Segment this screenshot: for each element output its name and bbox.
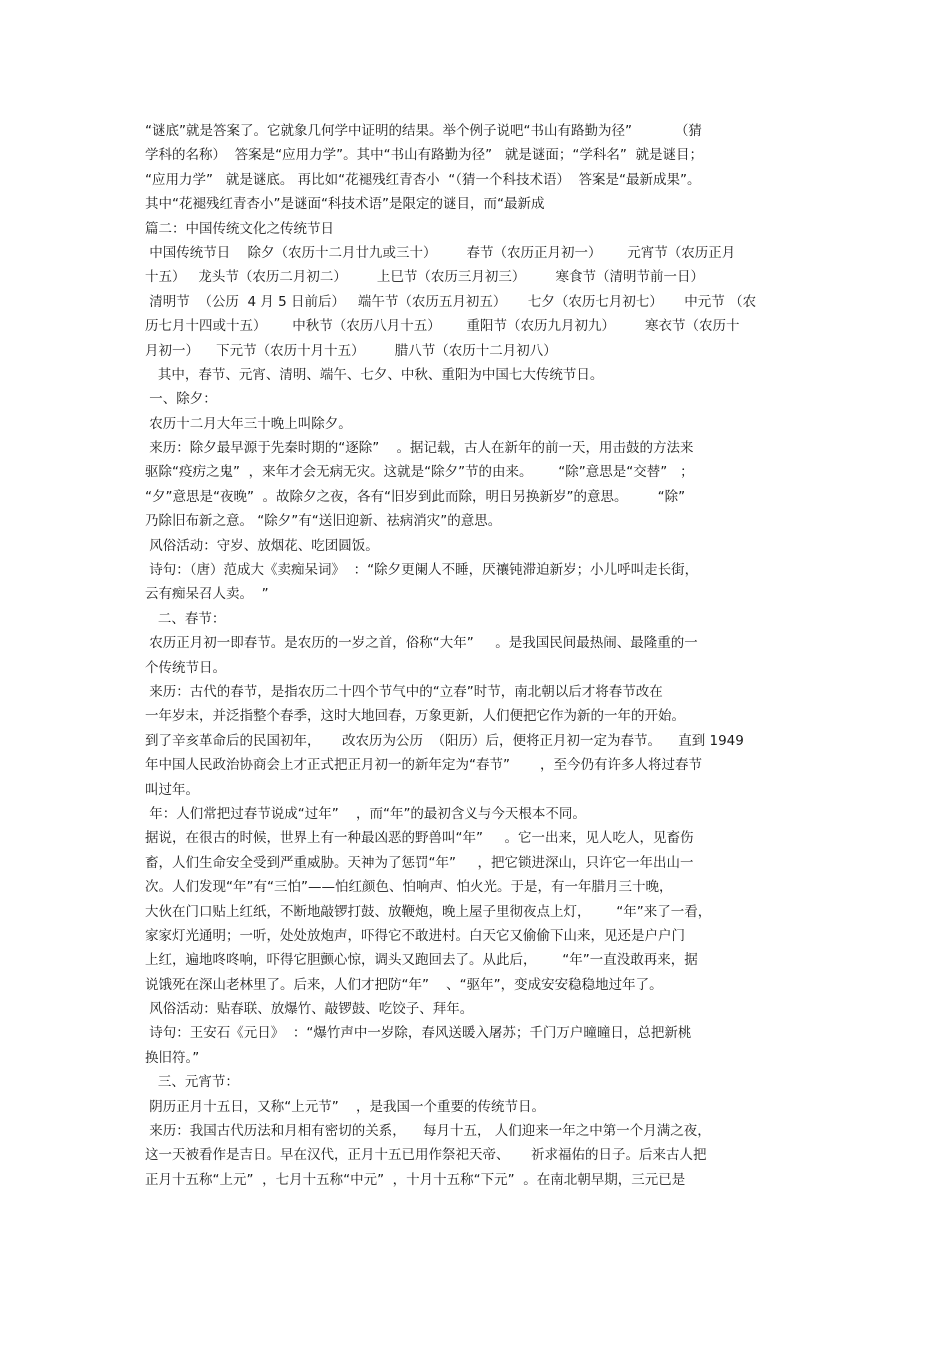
text-line: 家家灯光通明；一听，处处放炮声，吓得它不敢进村。白天它又偷偷下山来，见还是户户门 xyxy=(145,927,685,944)
text-line: 阴历正月十五日，又称“上元节” ，是我国一个重要的传统节日。 xyxy=(145,1098,545,1115)
text-line: 清明节 （公历 4 月 5 日前后） 端午节（农历五月初五） 七夕（农历七月初七） 中元节 （农 xyxy=(145,293,757,310)
text-line: 说饿死在深山老林里了。后来，人们才把防“年” 、“驱年”，变成安安稳稳地过年了。 xyxy=(145,976,663,993)
text-line: 风俗活动：贴春联、放爆竹、敲锣鼓、吃饺子、拜年。 xyxy=(145,1001,474,1018)
text-line: 据说，在很古的时候，世界上有一种最凶恶的野兽叫“年” 。它一出来，见人吃人，见畜伤 xyxy=(145,830,694,847)
text-line: 正月十五称“上元” ，七月十五称“中元” ，十月十五称“下元” 。在南北朝早期，三元已是 xyxy=(145,1171,686,1188)
text-line: “夕”意思是“夜晚” 。故除夕之夜，各有“旧岁到此而除，明日另换新岁”的意思。 “除” xyxy=(145,488,686,505)
text-line: 乃除旧布新之意。 “除夕”有“送旧迎新、祛病消灾”的意思。 xyxy=(145,513,502,530)
text-line: 畜，人们生命安全受到严重威胁。天神为了惩罚“年” ，把它锁进深山，只许它一年出山一 xyxy=(145,854,694,871)
text-line: 来历：除夕最早源于先秦时期的“逐除” 。据记载，古人在新年的前一天，用击鼓的方法来 xyxy=(145,440,694,457)
text-line: 换旧符。” xyxy=(145,1049,200,1066)
text-line: “谜底”就是答案了。它就象几何学中证明的结果。举个例子说吧“书山有路勤为径” （猜 xyxy=(145,123,702,139)
text-line: 学科的名称） 答案是“应用力学”。其中“书山有路勤为径” 就是谜面；“学科名” 就是谜目； xyxy=(145,147,704,164)
text-line: 诗句：王安石《元日》 ：“爆竹声中一岁除，春风送暖入屠苏；千门万户曈曈日，总把新桃 xyxy=(145,1025,692,1042)
text-line: 月初一） 下元节（农历十月十五） 腊八节（农历十二月初八） xyxy=(145,342,557,359)
text-line: 次。人们发现“年”有“三怕”——怕红颜色、怕响声、怕火光。于是，有一年腊月三十晚， xyxy=(145,879,673,896)
text-line: 历七月十四或十五） 中秋节（农历八月十五） 重阳节（农历九月初九） 寒衣节（农历十 xyxy=(145,318,740,335)
text-line: 中国传统节日 除夕（农历十二月廿九或三十） 春节（农历正月初一） 元宵节（农历正月 xyxy=(145,244,736,261)
text-line: 二、春节： xyxy=(145,610,226,627)
text-line: 篇二：中国传统文化之传统节日 xyxy=(145,220,334,237)
text-line: 农历正月初一即春节。是农历的一岁之首，俗称“大年” 。是我国民间最热闹、最隆重的一 xyxy=(145,635,698,652)
text-line: 诗句：（唐）范成大《卖痴呆词》 ：“除夕更阑人不睡，厌禳钝滞迫新岁；小儿呼叫走长街， xyxy=(145,562,699,579)
text-line: “应用力学” 就是谜底。 再比如“花褪残红青杏小 “（猜一个科技术语） 答案是“最新成果”。 xyxy=(145,171,701,188)
text-line: 大伙在门口贴上红纸，不断地敲锣打鼓、放鞭炮，晚上屋子里彻夜点上灯， “年”来了一看， xyxy=(145,903,712,920)
document-body xyxy=(145,119,825,1192)
text-line: 到了辛亥革命后的民国初年， 改农历为公历 （阳历）后，便将正月初一定为春节。 直到 1949 xyxy=(145,732,744,749)
text-line: 其中，春节、元宵、清明、端午、七夕、中秋、重阳为中国七大传统节日。 xyxy=(145,366,604,383)
text-line: 十五） 龙头节（农历二月初二） 上巳节（农历三月初三） 寒食节（清明节前一日） xyxy=(145,269,704,286)
text-line: 驱除“疫疠之鬼” ，来年才会无病无灾。这就是“除夕”节的由来。 “除”意思是“交替” ； xyxy=(145,464,694,481)
text-line: 一年岁末，并泛指整个春季，这时大地回春，万象更新，人们便把它作为新的一年的开始。 xyxy=(145,708,685,725)
text-line: 一、除夕： xyxy=(145,391,217,408)
text-line: 三、元宵节： xyxy=(145,1074,239,1091)
text-line: 个传统节日。 xyxy=(145,659,226,676)
text-line: 其中“花褪残红青杏小”是谜面“科技术语”是限定的谜目，而“最新成 xyxy=(145,196,545,213)
text-line: 风俗活动：守岁、放烟花、吃团圆饭。 xyxy=(145,537,379,554)
text-line: 这一天被看作是吉日。早在汉代，正月十五已用作祭祀天帝、 祈求福佑的日子。后来古人把 xyxy=(145,1147,707,1164)
text-line: 年：人们常把过春节说成“过年” ，而“年”的最初含义与今天根本不同。 xyxy=(145,805,586,822)
text-line: 农历十二月大年三十晚上叫除夕。 xyxy=(145,415,352,432)
text-line: 来历：我国古代历法和月相有密切的关系， 每月十五， 人们迎来一年之中第一个月满之夜， xyxy=(145,1123,711,1140)
text-line: 上红，遍地咚咚响，吓得它胆颤心惊，调头又跑回去了。从此后， “年”一直没敢再来，据 xyxy=(145,952,698,969)
text-line: 叫过年。 xyxy=(145,781,199,798)
text-line: 来历：古代的春节，是指农历二十四个节气中的“立春”时节，南北朝以后才将春节改在 xyxy=(145,683,663,700)
text-line: 年中国人民政治协商会上才正式把正月初一的新年定为“春节” ，至今仍有许多人将过春节 xyxy=(145,757,703,774)
text-line: 云有痴呆召人卖。 ” xyxy=(145,586,269,603)
